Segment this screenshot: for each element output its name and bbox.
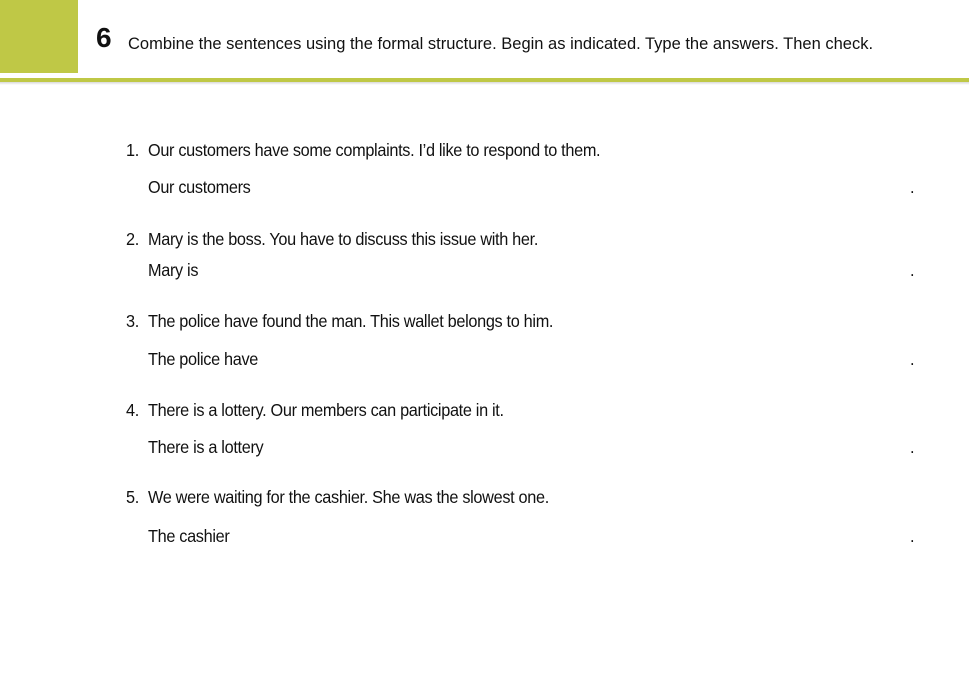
question-prompt: Mary is the boss. You have to discuss this issue with her. [148, 229, 539, 249]
question-prompt: Our customers have some complaints. I’d like to respond to them. [148, 140, 601, 160]
answer-end-period: . [910, 437, 915, 457]
question-prompt: There is a lottery. Our members can participate in it. [148, 400, 504, 420]
question-prompt: We were waiting for the cashier. She was the slowest one. [148, 487, 549, 507]
answer-start-text: The police have [148, 349, 259, 369]
header-shadow [0, 82, 969, 85]
exercise-header [0, 0, 969, 80]
answer-end-period: . [910, 177, 915, 197]
answer-input-2[interactable] [215, 258, 903, 282]
question-number: 1. [126, 140, 139, 160]
exercise-instruction: Combine the sentences using the formal structure. Begin as indicated. Type the answers. Then check. [128, 35, 874, 53]
question-number: 2. [126, 229, 139, 249]
accent-block [0, 0, 78, 73]
answer-start-text: Our customers [148, 177, 251, 197]
question-prompt: The police have found the man. This wallet belongs to him. [148, 311, 554, 331]
question-number: 4. [126, 400, 139, 420]
answer-input-5[interactable] [245, 524, 903, 548]
answer-end-period: . [910, 260, 915, 280]
answer-start-text: Mary is [148, 260, 199, 280]
exercise-number: 6 [96, 22, 112, 53]
question-number: 3. [126, 311, 139, 331]
answer-start-text: The cashier [148, 526, 230, 546]
question-number: 5. [126, 487, 139, 507]
answer-input-3[interactable] [275, 347, 903, 371]
answer-end-period: . [910, 349, 915, 369]
answer-input-1[interactable] [268, 175, 903, 199]
answer-end-period: . [910, 526, 915, 546]
answer-start-text: There is a lottery [148, 437, 264, 457]
answer-input-4[interactable] [284, 435, 903, 459]
